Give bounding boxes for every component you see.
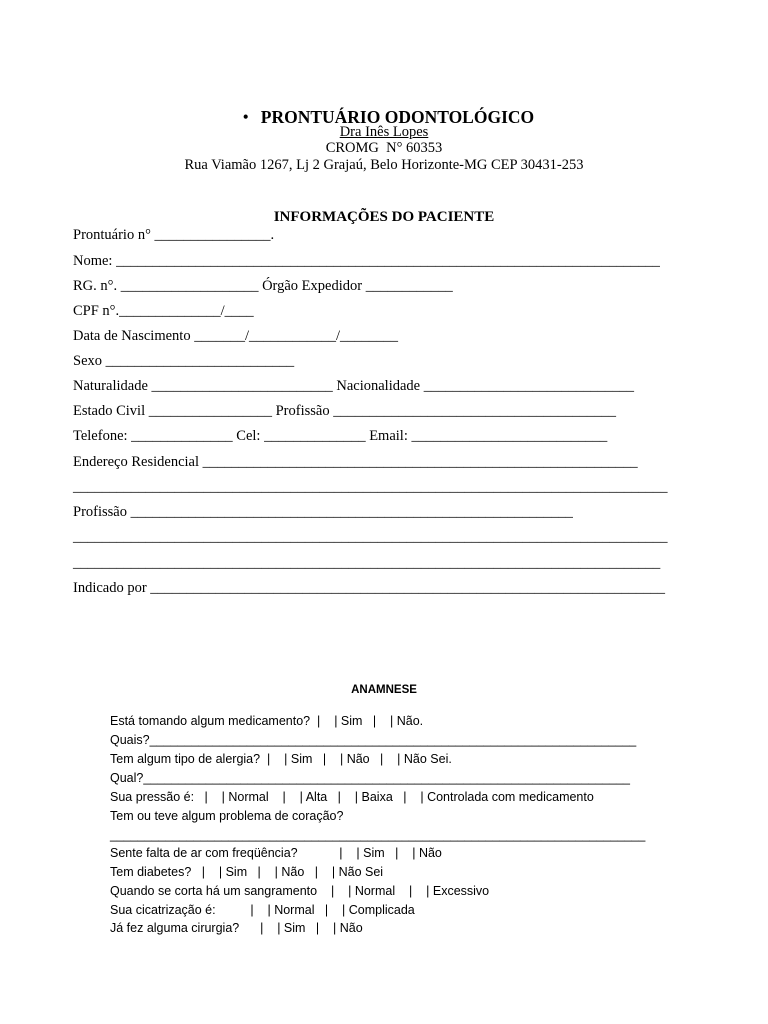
cpf-field[interactable]: CPF n°.______________/____ — [73, 303, 254, 319]
rg-field[interactable]: RG. n°. ___________________ Órgão Expedidor ____________ — [73, 278, 453, 294]
record-number-field[interactable]: Prontuário n° ________________. — [73, 227, 275, 243]
blank-line[interactable]: _________________________________________________________________________________ — [73, 555, 661, 571]
allergy-which-field[interactable]: Qual?______________________________________________________________________ — [110, 771, 630, 785]
address-field[interactable]: Endereço Residencial ____________________________________________________________ — [73, 454, 638, 470]
diabetes-question[interactable]: Tem diabetes? | | Sim | | Não | | Não Sei — [110, 865, 384, 879]
document-title — [0, 86, 768, 128]
title-text: PRONTUÁRIO ODONTOLÓGICO — [260, 107, 535, 127]
doctor-registration: CROMG N° 60353 — [325, 140, 443, 156]
name-field[interactable]: Nome: ___________________________________________________________________________ — [73, 253, 660, 269]
clinic-address: Rua Viamão 1267, Lj 2 Grajaú, Belo Horizonte-MG CEP 30431-253 — [184, 157, 584, 173]
heart-problem-answer-field[interactable]: _____________________________________________________________________________ — [110, 828, 646, 842]
patient-info-heading: INFORMAÇÕES DO PACIENTE — [273, 209, 495, 225]
profession-field[interactable]: Profissão _____________________________________________________________ — [73, 504, 573, 520]
birthplace-nationality-field[interactable]: Naturalidade _________________________ Nacionalidade _____________________________ — [73, 378, 634, 394]
birth-date-field[interactable]: Data de Nascimento _______/____________/________ — [73, 328, 398, 344]
marital-status-profession-field[interactable]: Estado Civil _________________ Profissão _______________________________________ — [73, 403, 616, 419]
bleeding-question[interactable]: Quando se corta há um sangramento | | Normal | | Excessivo — [110, 884, 490, 898]
medication-which-field[interactable]: Quais?______________________________________________________________________ — [110, 733, 637, 747]
medication-question[interactable]: Está tomando algum medicamento? | | Sim | | Não. — [110, 714, 424, 728]
address-continuation-line[interactable]: __________________________________________________________________________________ — [73, 479, 668, 495]
bullet-icon: • — [242, 107, 249, 127]
blood-pressure-question[interactable]: Sua pressão é: | | Normal | | Alta | | Baixa | | Controlada com medicamento — [110, 790, 594, 804]
anamnese-heading: ANAMNESE — [351, 684, 417, 696]
referred-by-field[interactable]: Indicado por _______________________________________________________________________ — [73, 580, 666, 596]
allergy-question[interactable]: Tem algum tipo de alergia? | | Sim | | Não | | Não Sei. — [110, 752, 452, 766]
heart-problem-question: Tem ou teve algum problema de coração? — [110, 809, 344, 823]
blank-line[interactable]: __________________________________________________________________________________ — [73, 529, 668, 545]
sex-field[interactable]: Sexo __________________________ — [73, 353, 295, 369]
doctor-name: Dra Inês Lopes — [339, 124, 429, 140]
phone-email-field[interactable]: Telefone: ______________ Cel: ______________ Email: ___________________________ — [73, 428, 608, 444]
healing-question[interactable]: Sua cicatrização é: | | Normal | | Complicada — [110, 903, 415, 917]
shortness-of-breath-question[interactable]: Sente falta de ar com freqüência? | | Sim | | Não — [110, 846, 442, 860]
surgery-question[interactable]: Já fez alguma cirurgia? | | Sim | | Não — [110, 921, 363, 935]
